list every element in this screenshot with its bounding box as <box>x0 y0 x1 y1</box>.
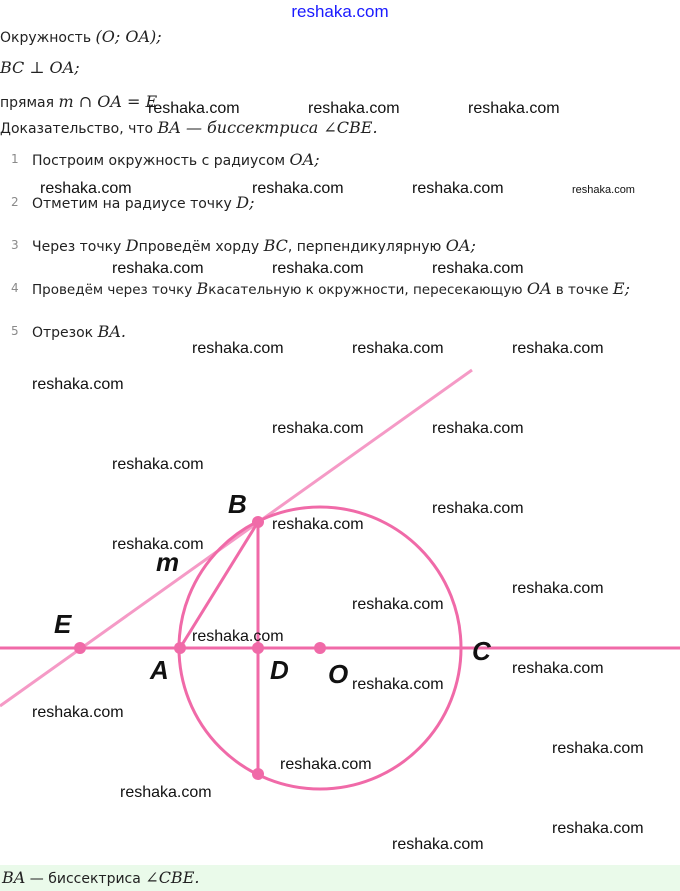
step-text-3: в точке <box>551 282 613 298</box>
label-a: A <box>150 655 169 685</box>
label-c: C <box>472 636 491 666</box>
step-math-2: BC <box>263 236 288 255</box>
step-number: 4 <box>11 281 19 295</box>
watermark: reshaka.com <box>280 756 372 773</box>
step-number: 5 <box>11 324 19 338</box>
watermark: reshaka.com <box>192 340 284 357</box>
watermark: reshaka.com <box>352 596 444 613</box>
step-3 <box>0 236 680 260</box>
label-o: O <box>328 659 349 689</box>
conclusion-box <box>0 865 680 891</box>
step-text: Отметим на радиусе точку <box>32 196 237 212</box>
watermark: reshaka.com <box>148 100 240 117</box>
watermark: reshaka.com <box>468 100 560 117</box>
step-text-2: касательную к окружности, пересекающую <box>208 282 527 298</box>
watermark: reshaka.com <box>308 100 400 117</box>
step-math: D <box>125 236 139 255</box>
given-circle <box>0 27 162 46</box>
point-a <box>174 642 186 654</box>
watermark: reshaka.com <box>352 676 444 693</box>
step-text-3: , перпендикулярную <box>287 239 446 255</box>
watermark: reshaka.com <box>552 740 644 757</box>
given-circle-math: (O; OA); <box>95 27 162 46</box>
tangent-line-m <box>0 370 472 706</box>
point-e <box>74 642 86 654</box>
given-line-m <box>0 92 157 111</box>
given-line-m-math: m ∩ OA = E <box>58 92 158 111</box>
watermark: reshaka.com <box>432 420 524 437</box>
given-line-m-label: прямая <box>0 95 59 111</box>
point-o <box>314 642 326 654</box>
to-prove-math: BA — биссектриса ∠CBE. <box>157 118 378 137</box>
to-prove <box>0 118 378 137</box>
step-text: Отрезок <box>32 325 98 341</box>
watermark: reshaka.com <box>272 260 364 277</box>
watermark: reshaka.com <box>512 580 604 597</box>
step-1 <box>0 150 680 174</box>
given-perpendicular-math: BC ⊥ OA; <box>0 58 80 77</box>
step-math: D; <box>236 193 255 212</box>
watermark: reshaka.com <box>40 180 132 197</box>
step-math: BA. <box>97 322 126 341</box>
step-number: 1 <box>11 152 19 166</box>
watermark: reshaka.com <box>432 500 524 517</box>
watermark: reshaka.com <box>412 180 504 197</box>
label-d: D <box>270 655 289 685</box>
step-math: OA; <box>289 150 320 169</box>
to-prove-label: Доказательство, что <box>0 121 158 137</box>
given-perpendicular <box>0 58 80 77</box>
watermark: reshaka.com <box>252 180 344 197</box>
step-math-2: OA <box>526 279 552 298</box>
watermark: reshaka.com <box>272 516 364 533</box>
watermark: reshaka.com <box>512 660 604 677</box>
watermark: reshaka.com <box>572 184 635 196</box>
watermark: reshaka.com <box>192 628 284 645</box>
watermark: reshaka.com <box>432 260 524 277</box>
watermark: reshaka.com <box>112 456 204 473</box>
step-math-3: OA; <box>445 236 476 255</box>
label-m: m <box>156 547 180 577</box>
conclusion-math: BA <box>2 868 26 887</box>
step-text: Через точку <box>32 239 126 255</box>
label-b: B <box>228 489 247 519</box>
step-math-3: E; <box>612 279 630 298</box>
step-text-2: проведём хорду <box>138 239 264 255</box>
watermark: reshaka.com <box>272 420 364 437</box>
given-circle-label: Окружность <box>0 30 96 46</box>
conclusion-math-2: ∠CBE. <box>145 868 200 887</box>
watermark: reshaka.com <box>112 260 204 277</box>
step-number: 3 <box>11 238 19 252</box>
watermark: reshaka.com <box>552 820 644 837</box>
conclusion-text: — биссектриса <box>25 871 146 887</box>
watermark: reshaka.com <box>392 836 484 853</box>
watermark: reshaka.com <box>112 536 204 553</box>
step-number: 2 <box>11 195 19 209</box>
point-b <box>252 516 264 528</box>
watermark: reshaka.com <box>120 784 212 801</box>
step-4 <box>0 279 680 303</box>
step-text: Построим окружность с радиусом <box>32 153 290 169</box>
point-lower <box>252 768 264 780</box>
watermark: reshaka.com <box>32 704 124 721</box>
watermark: reshaka.com <box>32 376 124 393</box>
step-math: B <box>196 279 209 298</box>
step-text: Проведём через точку <box>32 282 197 298</box>
label-e: E <box>54 609 72 639</box>
watermark: reshaka.com <box>352 340 444 357</box>
watermark: reshaka.com <box>512 340 604 357</box>
site-brand[interactable]: reshaka.com <box>291 2 389 21</box>
